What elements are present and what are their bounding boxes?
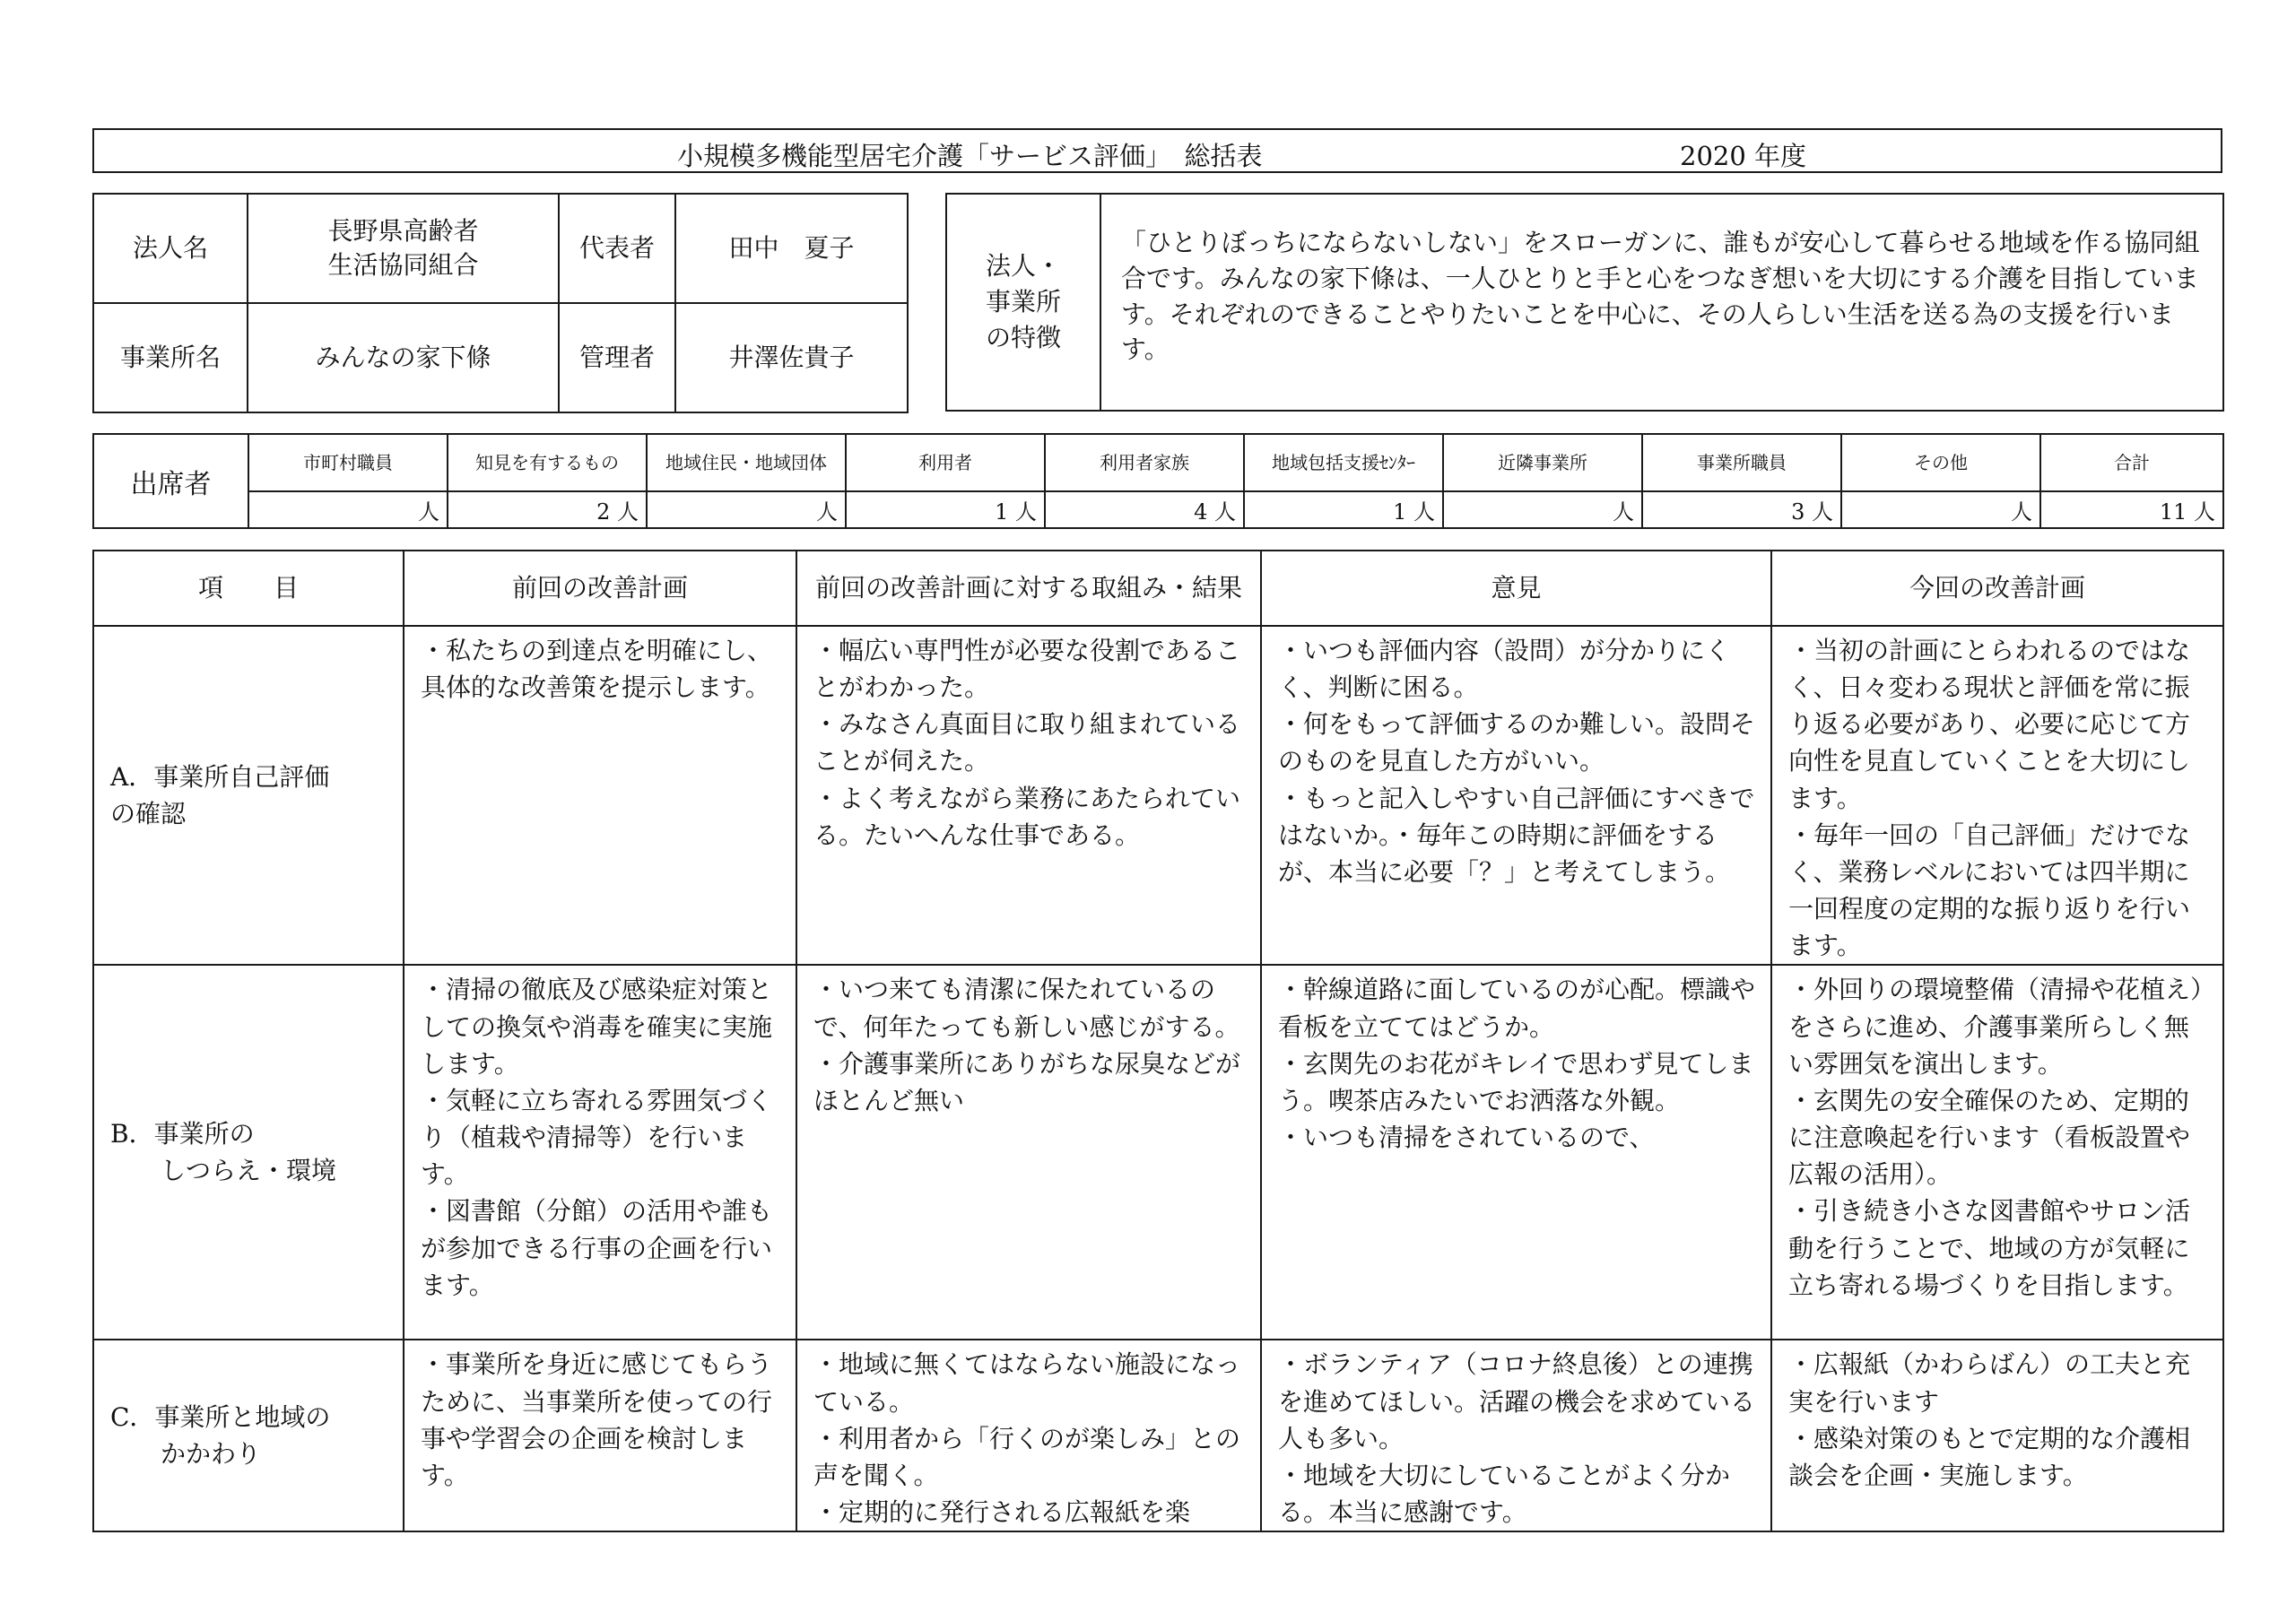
table-row — [93, 1340, 2223, 1531]
bullet-text: ・何をもって評価するのか難しい。設問そのものを見直した方がいい。 — [1278, 709, 1756, 776]
opinion-cell — [1261, 626, 1771, 965]
bullet-text: ・もっと記入しやすい自己評価にすべきではないか。・毎年この時期に評価をするが、本当に必要「？」と考えてしまう。 — [1278, 783, 1755, 887]
prev-plan-cell — [404, 965, 796, 1340]
attendance-header: 地域包括支援ｾﾝﾀｰ — [1244, 434, 1443, 491]
representative-label: 代表者 — [559, 194, 675, 303]
row-item-label — [93, 1340, 404, 1531]
attendance-header: 市町村職員 — [248, 434, 448, 491]
opinion-cell — [1261, 1340, 1771, 1531]
bullet-text: ・玄関先の安全確保のため、定期的に注意喚起を行います（看板設置や広報の活用）。 — [1788, 1085, 2191, 1190]
attendance-count: 2 人 — [448, 491, 647, 528]
bullet-text: ・私たちの到達点を明確にし、具体的な改善策を提示します。 — [421, 636, 773, 703]
attendance-header: 利用者家族 — [1045, 434, 1244, 491]
document-year: 2020 年度 — [1680, 141, 1807, 171]
header-item: 項 目 — [93, 551, 404, 626]
attendance-header: 利用者 — [846, 434, 1045, 491]
row-item-line: の確認 — [110, 799, 187, 829]
attendance-count: 4 人 — [1045, 491, 1244, 528]
result-cell — [796, 1340, 1261, 1531]
row-item-line: A．事業所自己評価 — [110, 762, 330, 793]
header-result: 前回の改善計画に対する取組み・結果 — [796, 551, 1261, 626]
corp-name-label: 法人名 — [93, 194, 248, 303]
title-bar — [92, 128, 2222, 173]
attendance-count: 1 人 — [846, 491, 1045, 528]
opinion-cell — [1261, 965, 1771, 1340]
evaluation-table — [92, 550, 2224, 1532]
new-plan-cell — [1771, 965, 2223, 1340]
features-table — [945, 193, 2224, 412]
bullet-text: ・当初の計画にとらわれるのではなく、日々変わる現状と評価を常に振り返る必要があり、必要に応じて方向性を見直していくことを大切にします。 — [1788, 636, 2191, 813]
row-item-line: C．事業所と地域の — [110, 1402, 331, 1433]
bullet-text: ・地域に無くてはならない施設になっている。 — [813, 1349, 1241, 1417]
bullet-text: ・幹線道路に面しているのが心配。標識や看板を立ててはどうか。 — [1278, 975, 1756, 1042]
attendance-label: 出席者 — [93, 434, 248, 528]
bullet-text: ・外回りの環境整備（清掃や花植え）をさらに進め、介護事業所らしく無い雰囲気を演出します。 — [1788, 975, 2204, 1079]
attendance-total: 11 人 — [2040, 491, 2223, 528]
attendance-header: 事業所職員 — [1642, 434, 1841, 491]
new-plan-cell — [1771, 1340, 2223, 1531]
bullet-text: ・よく考えながら業務にあたられている。たいへんな仕事である。 — [813, 783, 1241, 850]
bullet-text: ・幅広い専門性が必要な役割であることがわかった。 — [813, 636, 1241, 703]
row-item-line: B．事業所の — [110, 1119, 255, 1149]
attendance-count: 3 人 — [1642, 491, 1841, 528]
bullet-text: ・いつも清掃をされているので、 — [1278, 1123, 1655, 1153]
row-item-line: かかわり — [110, 1439, 262, 1470]
attendance-header: 合計 — [2040, 434, 2223, 491]
features-text: 「ひとりぼっちにならないしない」をスローガンに、誰もが安心して暮らせる地域を作る協同組合です。みんなの家下條は、一人ひとりと手と心をつなぎ想いを大切にする介護を目指しています。それぞれのできることやりたいことを中心に、その人らしい生活を送る為の支援を行います。 — [1100, 194, 2223, 411]
bullet-text: ・介護事業所にありがちな尿臭などがほとんど無い — [813, 1048, 1241, 1115]
header-opinion: 意見 — [1261, 551, 1771, 626]
row-item-line: しつらえ・環境 — [110, 1156, 337, 1186]
corporation-info-table — [92, 193, 909, 413]
prev-plan-cell — [404, 626, 796, 965]
attendance-count: 人 — [647, 491, 846, 528]
corp-name-line: 生活協同組合 — [327, 250, 479, 280]
bullet-text: ・広報紙（かわらばん）の工夫と充実を行います — [1788, 1349, 2191, 1417]
attendance-header: 近隣事業所 — [1443, 434, 1642, 491]
representative-value: 田中 夏子 — [675, 194, 908, 303]
attendance-header: 地域住民・地域団体 — [647, 434, 846, 491]
features-label-line: 事業所 — [985, 287, 1061, 317]
table-row — [93, 626, 2223, 965]
bullet-text: ・毎年一回の「自己評価」だけでなく、業務レベルにおいては四半期に一回程度の定期的な振り返りを行います。 — [1788, 820, 2191, 961]
attendance-count: 人 — [248, 491, 448, 528]
table-row — [93, 965, 2223, 1340]
row-item-label — [93, 626, 404, 965]
bullet-text: ・みなさん真面目に取り組まれていることが伺えた。 — [813, 709, 1241, 776]
bullet-text: ・感染対策のもとで定期的な介護相談会を企画・実施します。 — [1788, 1423, 2191, 1490]
bullet-text: ・清掃の徹底及び感染症対策としての換気や消毒を確実に実施します。 — [421, 975, 773, 1079]
attendance-count: 1 人 — [1244, 491, 1443, 528]
bullet-text: ・気軽に立ち寄れる雰囲気づくり（植栽や清掃等）を行います。 — [421, 1085, 773, 1190]
bullet-text: ・定期的に発行される広報紙を楽 — [813, 1497, 1191, 1528]
header-prev-plan: 前回の改善計画 — [404, 551, 796, 626]
features-label-line: の特徴 — [985, 322, 1061, 352]
attendance-count: 人 — [1841, 491, 2040, 528]
bullet-text: ・地域を大切にしていることがよく分かる。本当に感謝です。 — [1278, 1460, 1731, 1528]
bullet-text: ・図書館（分館）の活用や誰もが参加できる行事の企画を行います。 — [421, 1196, 773, 1300]
corp-name-value — [248, 194, 559, 303]
header-new-plan: 今回の改善計画 — [1771, 551, 2223, 626]
corp-name-line: 長野県高齢者 — [327, 216, 479, 247]
document-title: 小規模多機能型居宅介護「サービス評価」 総括表 — [677, 141, 1263, 171]
manager-value: 井澤佐貴子 — [675, 303, 908, 412]
bullet-text: ・玄関先のお花がキレイで思わず見てしまう。喫茶店みたいでお洒落な外観。 — [1278, 1048, 1754, 1115]
attendance-header: その他 — [1841, 434, 2040, 491]
new-plan-cell — [1771, 626, 2223, 965]
attendance-header: 知見を有するもの — [448, 434, 647, 491]
bullet-text: ・引き続き小さな図書館やサロン活動を行うことで、地域の方が気軽に立ち寄れる場づくりを目指します。 — [1788, 1196, 2191, 1300]
result-cell — [796, 965, 1261, 1340]
attendance-count: 人 — [1443, 491, 1642, 528]
office-name-value: みんなの家下條 — [248, 303, 559, 412]
bullet-text: ・いつも評価内容（設問）が分かりにくく、判断に困る。 — [1278, 636, 1731, 703]
attendance-table — [92, 433, 2224, 529]
bullet-text: ・いつ来ても清潔に保たれているので、何年たっても新しい感じがする。 — [813, 975, 1240, 1042]
bullet-text: ・ボランティア（コロナ終息後）との連携を進めてほしい。活躍の機会を求めている人も多い。 — [1278, 1349, 1756, 1453]
bullet-text: ・利用者から「行くのが楽しみ」との声を聞く。 — [813, 1423, 1241, 1490]
bullet-text: ・事業所を身近に感じてもらうために、当事業所を使っての行事や学習会の企画を検討します。 — [421, 1349, 773, 1490]
prev-plan-cell — [404, 1340, 796, 1531]
manager-label: 管理者 — [559, 303, 675, 412]
row-item-label — [93, 965, 404, 1340]
office-name-label: 事業所名 — [93, 303, 248, 412]
features-label — [946, 194, 1100, 411]
result-cell — [796, 626, 1261, 965]
features-label-line: 法人・ — [985, 251, 1061, 282]
